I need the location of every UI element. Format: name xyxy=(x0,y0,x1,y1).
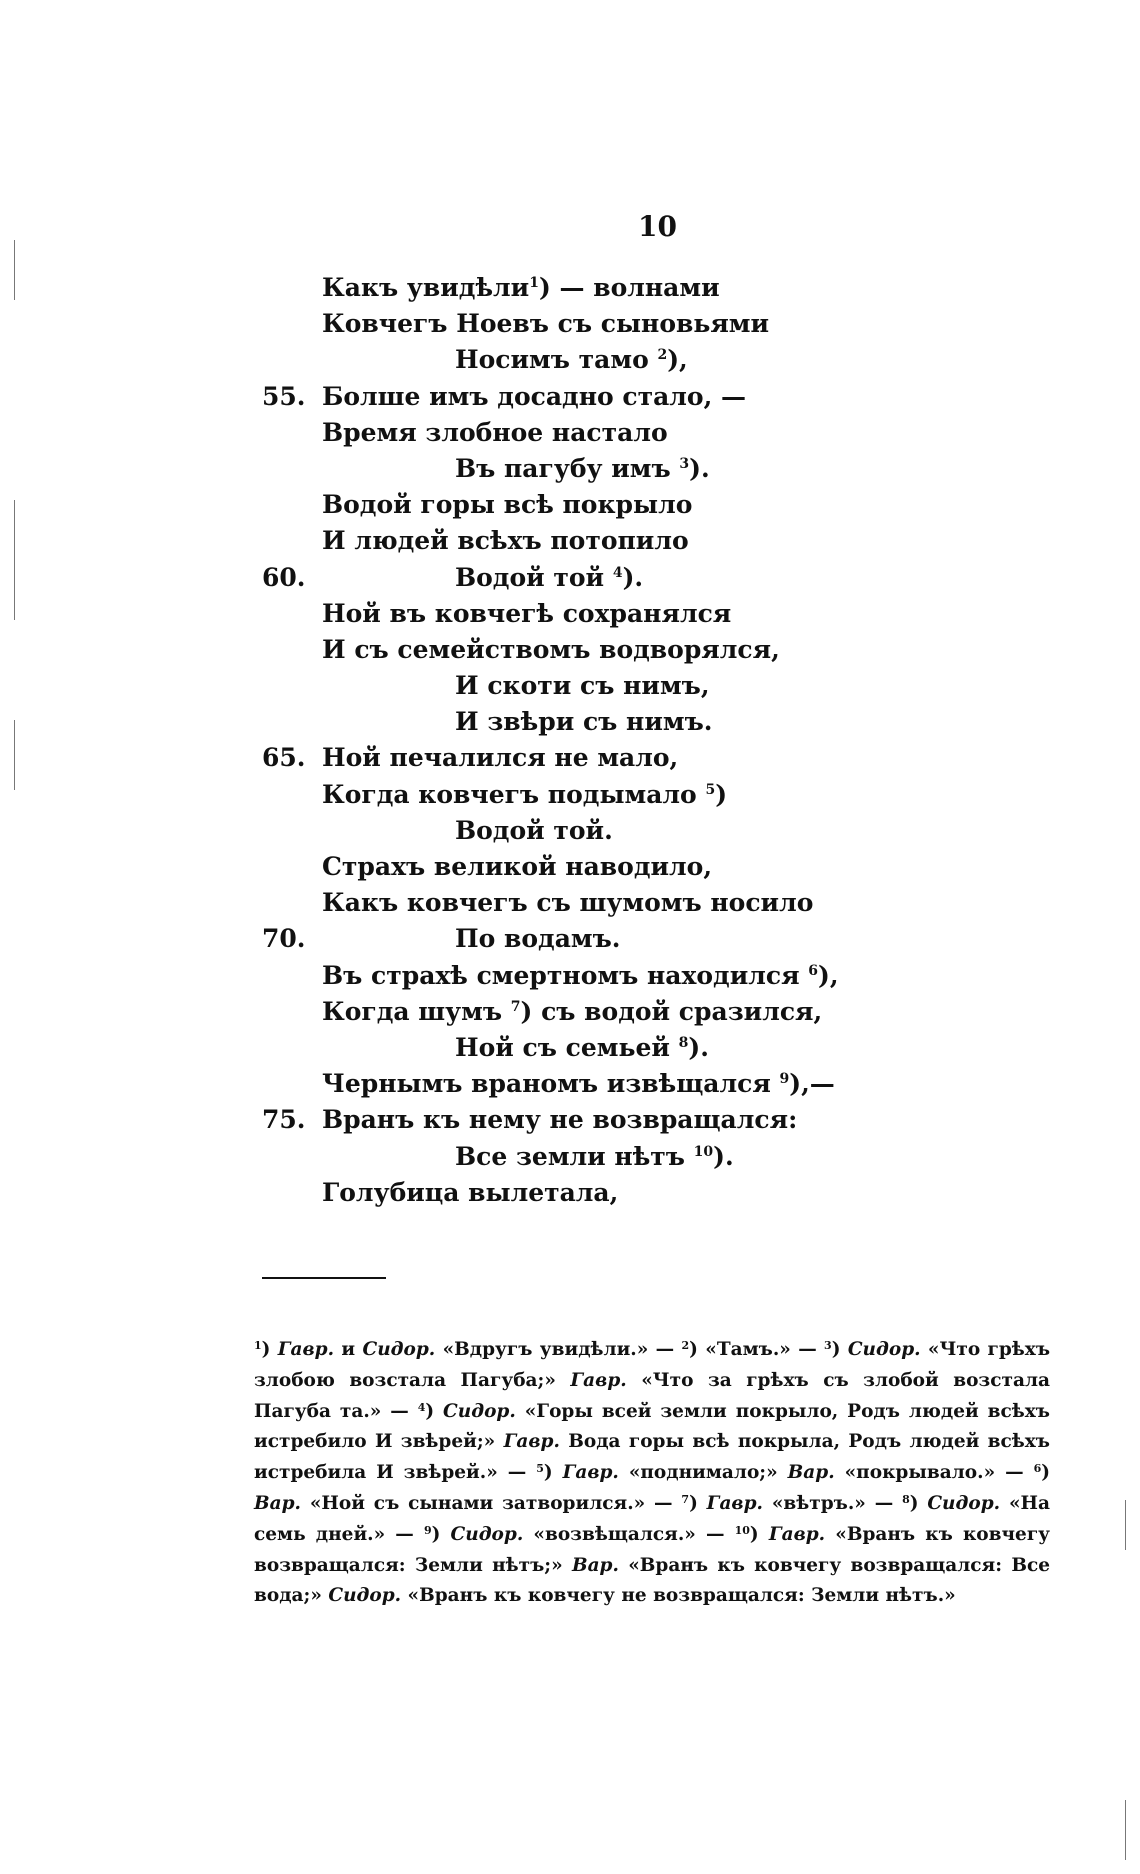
footnote-text: «Вранъ къ ковчегу возвращался: Все вода;» xyxy=(254,1554,1050,1607)
line-text: Какъ увидѣли$^1$) — волнами xyxy=(322,273,720,302)
poem-line xyxy=(0,306,1140,342)
poem-line xyxy=(0,632,1140,668)
footnote-source: Гавр. xyxy=(706,1492,763,1514)
footnote-text: «Вранъ къ ковчегу не возвращался: Земли нѣтъ.» xyxy=(401,1585,956,1607)
footnote-text: «Тамъ.» — xyxy=(705,1339,825,1360)
footnote-ref: 4 xyxy=(612,564,623,581)
line-text xyxy=(322,1066,835,1102)
footnote-text: «Вранъ къ ковчегу возвращался: Земли нѣтъ;» xyxy=(254,1523,1050,1576)
line-tail-text: ). xyxy=(688,1032,709,1062)
footnote-source: Сидор. xyxy=(362,1339,436,1360)
footnote-source: Гавр. xyxy=(562,1462,619,1484)
poem-line xyxy=(0,523,1140,559)
line-main-text: По водамъ. xyxy=(455,924,621,954)
poem-line xyxy=(0,921,1140,957)
footnote-text: «возвѣщался.» — xyxy=(523,1523,735,1545)
line-text xyxy=(322,777,727,813)
footnote-text: «вѣтръ.» — xyxy=(762,1492,903,1514)
scan-mark xyxy=(1125,1800,1126,1860)
footnote-source: Сидор. xyxy=(443,1400,516,1422)
line-main-text: Въ пагубу имъ xyxy=(455,453,680,483)
line-tail-text: ), xyxy=(818,960,839,990)
poem-line xyxy=(0,451,1140,487)
footnote-ref: 1 xyxy=(529,275,539,291)
line-tail-text: ) xyxy=(715,779,728,809)
poem-line xyxy=(0,487,1140,523)
line-main-text: Ной въ ковчегѣ сохранялся xyxy=(322,598,732,628)
line-number: 60. xyxy=(262,562,306,592)
footnote-mark: 8 xyxy=(902,1492,910,1506)
poem-line xyxy=(0,994,1140,1030)
footnote-text: «Что грѣхъ злобою возстала Пагуба;» xyxy=(254,1339,1051,1391)
footnote-mark: 2 xyxy=(681,1339,690,1352)
line-tail-text: ). xyxy=(713,1141,734,1171)
line-main-text: Страхъ великой наводило, xyxy=(322,852,713,881)
line-text xyxy=(322,958,839,994)
footnote-divider xyxy=(262,1277,386,1279)
poem-line xyxy=(0,885,1140,921)
line-text xyxy=(455,560,643,596)
line-main-text: Голубица вылетала, xyxy=(322,1177,619,1207)
line-tail-text: ). xyxy=(689,453,710,483)
line-main-text: Въ страхѣ смертномъ находился xyxy=(322,960,809,990)
footnote-source: Гавр. xyxy=(768,1523,826,1545)
footnote-text: «Что за грѣхъ съ злобой возстала Пагуба та.» — xyxy=(254,1369,1050,1422)
footnote-mark: 1 xyxy=(254,1339,262,1352)
line-main-text: И людей всѣхъ потопило xyxy=(322,526,689,556)
poem-line xyxy=(0,1030,1140,1066)
line-main-text: Вранъ къ нему не возвращался: xyxy=(322,1105,798,1135)
poem-line xyxy=(0,849,1140,885)
scan-mark xyxy=(1125,1500,1126,1550)
line-main-text: Чернымъ враномъ извѣщался xyxy=(322,1069,780,1099)
footnote-source: Сидор. xyxy=(328,1585,402,1607)
line-text xyxy=(322,523,689,559)
line-main-text: Время злобное настало xyxy=(322,417,668,447)
footnote-ref: 8 xyxy=(678,1034,689,1051)
line-main-text: Болше имъ досадно стало, — xyxy=(322,381,746,411)
line-main-text: Водой той xyxy=(455,562,613,592)
line-tail-text: ) съ водой сразился, xyxy=(520,996,823,1026)
footnote-text: «На семь дней.» — xyxy=(254,1492,1050,1545)
footnote-mark: 10 xyxy=(734,1523,750,1537)
line-main-text: Когда шумъ xyxy=(322,996,511,1026)
footnote-ref: 3 xyxy=(679,455,690,472)
footnote-text: «поднимало;» xyxy=(618,1462,788,1484)
line-text xyxy=(455,342,688,378)
line-main-text: Носимъ тамо xyxy=(455,345,658,375)
line-text xyxy=(322,994,822,1030)
line-main-text: Какъ увидѣли xyxy=(322,273,530,302)
line-main-text: И скоти съ нимъ, xyxy=(455,671,710,701)
poem-line xyxy=(0,342,1140,378)
line-text xyxy=(322,415,668,451)
footnote-ref: 5 xyxy=(705,781,716,798)
poem-line xyxy=(0,415,1140,451)
line-main-text: И звѣри съ нимъ. xyxy=(455,707,713,737)
footnote-source: Гавр. xyxy=(503,1431,560,1453)
footnote-mark: 9 xyxy=(423,1523,432,1537)
line-text xyxy=(322,885,813,921)
poem-line xyxy=(0,1139,1140,1175)
footnote-mark: 3 xyxy=(824,1339,832,1352)
line-main-text: Ной печалился не мало, xyxy=(322,743,679,773)
line-tail-text: — волнами xyxy=(550,273,720,302)
poem-line xyxy=(0,1102,1140,1138)
line-main-text: Водой горы всѣ покрыло xyxy=(322,490,693,520)
line-text xyxy=(455,1030,709,1066)
line-tail-text: ),— xyxy=(789,1069,835,1099)
footnote-text: «Вдругъ увидѣли.» — xyxy=(435,1339,682,1360)
line-number: 55. xyxy=(262,381,306,411)
line-number: 65. xyxy=(262,743,306,773)
footnotes: $^1$) Гавр. и Сидор. «Вдругъ увидѣли.» — $^2$) «Тамъ.» — $^3$) Сидор. «Что грѣхъ злобою возстала Пагуба;» Гавр. «Что за грѣхъ съ злобой возстала Пагуба та.» — $^4$) Сидор. «Горы всей земли покрыло, Родъ людей всѣхъ истребило И звѣрей;» Гавр. Вода горы всѣ покрыла, Родъ людей всѣхъ истребила И звѣрей.» — $^5$) Гавр. «поднимало;» Вар. «покрывало.» — $^6$) Вар. «Ной съ сынами затворился.» — $^7$) Гавр. «вѣтръ.» — $^8$) Сидор. «На семь дней.» — $^9$) Сидор. «возвѣщался.» — $^{10}$) Гавр. «Вранъ къ ковчегу возвращался: Земли нѣтъ;» Вар. «Вранъ къ ковчегу возвращался: Все вода;» Сидор. «Вранъ къ ковчегу не возвращался: Земли нѣтъ.» xyxy=(254,1339,1051,1607)
poem-line xyxy=(0,958,1140,994)
line-tail-text: ), xyxy=(667,345,688,375)
line-number: 70. xyxy=(262,924,306,954)
footnote-text: Вода горы всѣ покрыла, Родъ людей всѣхъ истребила И звѣрей.» — xyxy=(254,1431,1050,1484)
footnote-source: Сидор. xyxy=(450,1523,524,1545)
line-text xyxy=(455,451,710,487)
poem xyxy=(0,270,1140,1211)
line-text xyxy=(455,1139,734,1175)
footnote-source: Гавр. xyxy=(277,1339,335,1360)
poem-line xyxy=(0,704,1140,740)
poem-line xyxy=(0,379,1140,415)
footnote-source: Вар. xyxy=(787,1462,835,1484)
poem-line xyxy=(0,1066,1140,1102)
footnote-ref: 9 xyxy=(779,1071,790,1088)
footnote-mark: 4 xyxy=(417,1400,426,1414)
footnote-mark: 6 xyxy=(1033,1462,1042,1476)
poem-line xyxy=(0,813,1140,849)
line-main-text: И съ семействомъ водворялся, xyxy=(322,634,780,664)
line-text xyxy=(322,306,769,342)
footnote-ref: 7 xyxy=(510,998,521,1015)
line-number: 75. xyxy=(262,1105,306,1135)
footnote-source: Сидор. xyxy=(847,1339,921,1360)
line-main-text: Все земли нѣтъ xyxy=(455,1141,694,1171)
line-text xyxy=(322,849,712,885)
footnote-mark: 7 xyxy=(681,1492,690,1506)
line-text xyxy=(455,813,613,849)
poem-line xyxy=(0,1175,1140,1211)
poem-line xyxy=(0,668,1140,704)
footnote-source: Вар. xyxy=(254,1492,301,1514)
line-main-text: Когда ковчегъ подымало xyxy=(322,779,706,809)
line-text xyxy=(455,704,713,740)
footnote-source: Вар. xyxy=(571,1554,619,1576)
footnote-source: Гавр. xyxy=(570,1369,627,1391)
line-main-text: Ной съ семьей xyxy=(455,1032,679,1062)
line-text xyxy=(322,1102,797,1138)
page-number: 10 xyxy=(638,210,677,243)
poem-line xyxy=(0,596,1140,632)
line-tail-text: ). xyxy=(622,562,644,592)
line-text xyxy=(322,632,780,668)
footnote-text: «Горы всей земли покрыло, Родъ людей всѣхъ истребило И звѣрей;» xyxy=(254,1400,1050,1453)
footnote-ref: 2 xyxy=(657,347,668,364)
line-main-text: Ковчегъ Ноевъ съ сыновьями xyxy=(322,309,770,339)
line-text xyxy=(322,487,692,523)
line-text xyxy=(455,668,710,704)
line-text xyxy=(455,921,621,957)
footnote-ref: 6 xyxy=(808,962,819,979)
line-main-text: Водой той. xyxy=(455,815,613,845)
line-text xyxy=(322,1175,618,1211)
footnote-source: Сидор. xyxy=(927,1492,1001,1514)
footnote-text: и xyxy=(334,1339,363,1360)
poem-line xyxy=(0,777,1140,813)
line-main-text: Какъ ковчегъ съ шумомъ носило xyxy=(322,888,814,918)
line-text xyxy=(322,379,746,415)
footnote-text: «покрывало.» — xyxy=(834,1462,1034,1484)
line-text xyxy=(322,596,731,632)
footnote-text: «Ной съ сынами затворился.» — xyxy=(301,1492,682,1514)
footnote-ref: 10 xyxy=(693,1143,714,1160)
footnote-mark: 5 xyxy=(536,1462,544,1476)
poem-line xyxy=(0,560,1140,596)
poem-line xyxy=(0,270,1140,306)
poem-line xyxy=(0,740,1140,776)
line-text xyxy=(322,740,678,776)
